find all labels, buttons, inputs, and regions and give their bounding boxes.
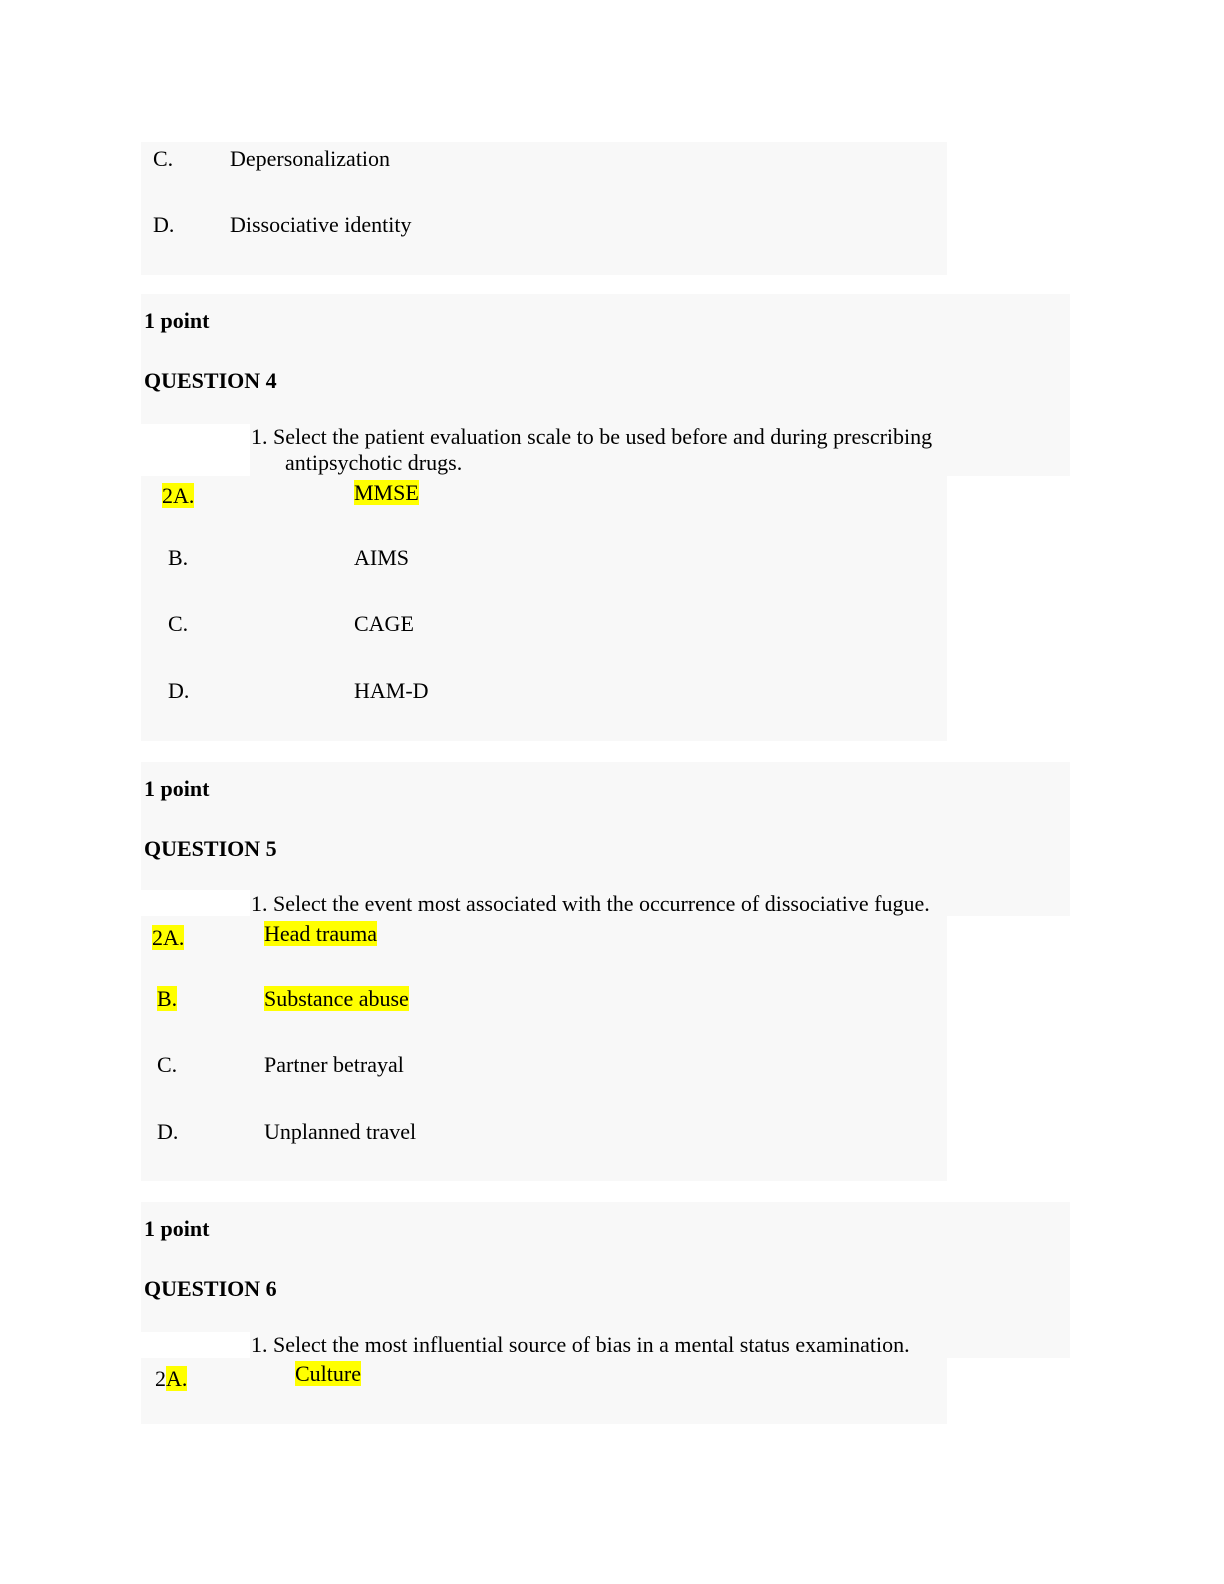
q4-points: 1 point <box>144 308 210 333</box>
q4-option-a-text[interactable]: MMSE <box>354 480 419 505</box>
q4-options-panel <box>141 476 947 741</box>
q4-title: QUESTION 4 <box>144 368 277 393</box>
q4-prompt-line2: antipsychotic drugs. <box>285 450 463 475</box>
q5-prompt-line1: 1. Select the event most associated with the occurrence of dissociative fugue. <box>251 891 930 916</box>
q5-option-b-letter: B. <box>157 986 178 1011</box>
q5-option-c-text[interactable]: Partner betrayal <box>264 1052 404 1077</box>
q6-title: QUESTION 6 <box>144 1276 277 1301</box>
q5-option-d-text[interactable]: Unplanned travel <box>264 1119 417 1144</box>
q5-option-b-text[interactable]: Substance abuse <box>264 986 409 1011</box>
q5-option-a-letter: 2A. <box>152 925 185 950</box>
q6-prompt-line1: 1. Select the most influential source of bias in a mental status examination. <box>251 1332 910 1357</box>
q6-options-panel <box>141 1358 947 1424</box>
q4-option-b-letter: B. <box>168 545 189 570</box>
q6-option-a-letter: 2A. <box>155 1366 188 1391</box>
q5-header-panel <box>141 762 1070 890</box>
q5-points: 1 point <box>144 776 210 801</box>
q6-header-panel <box>141 1202 1070 1332</box>
q3-option-c-letter: C. <box>153 146 174 171</box>
q4-header-panel <box>141 294 1070 424</box>
q4-option-c-text[interactable]: CAGE <box>354 611 414 636</box>
q4-prompt-line1: 1. Select the patient evaluation scale to be used before and during prescribing <box>251 424 933 449</box>
q3-option-c-text[interactable]: Depersonalization <box>230 146 391 171</box>
q5-option-d-letter: D. <box>157 1119 179 1144</box>
q4-option-d-text[interactable]: HAM-D <box>354 678 429 703</box>
q6-points: 1 point <box>144 1216 210 1241</box>
q5-option-c-letter: C. <box>157 1052 178 1077</box>
q5-option-a-text[interactable]: Head trauma <box>264 921 377 946</box>
q5-title: QUESTION 5 <box>144 836 277 861</box>
q4-option-d-letter: D. <box>168 678 190 703</box>
q4-option-a-letter: 2A. <box>162 483 195 508</box>
q4-option-c-letter: C. <box>168 611 189 636</box>
q5-options-panel <box>141 916 947 1181</box>
q3-option-d-text[interactable]: Dissociative identity <box>230 212 412 237</box>
q4-option-b-text[interactable]: AIMS <box>354 545 410 570</box>
q6-option-a-text[interactable]: Culture <box>295 1361 361 1386</box>
q3-option-d-letter: D. <box>153 212 175 237</box>
